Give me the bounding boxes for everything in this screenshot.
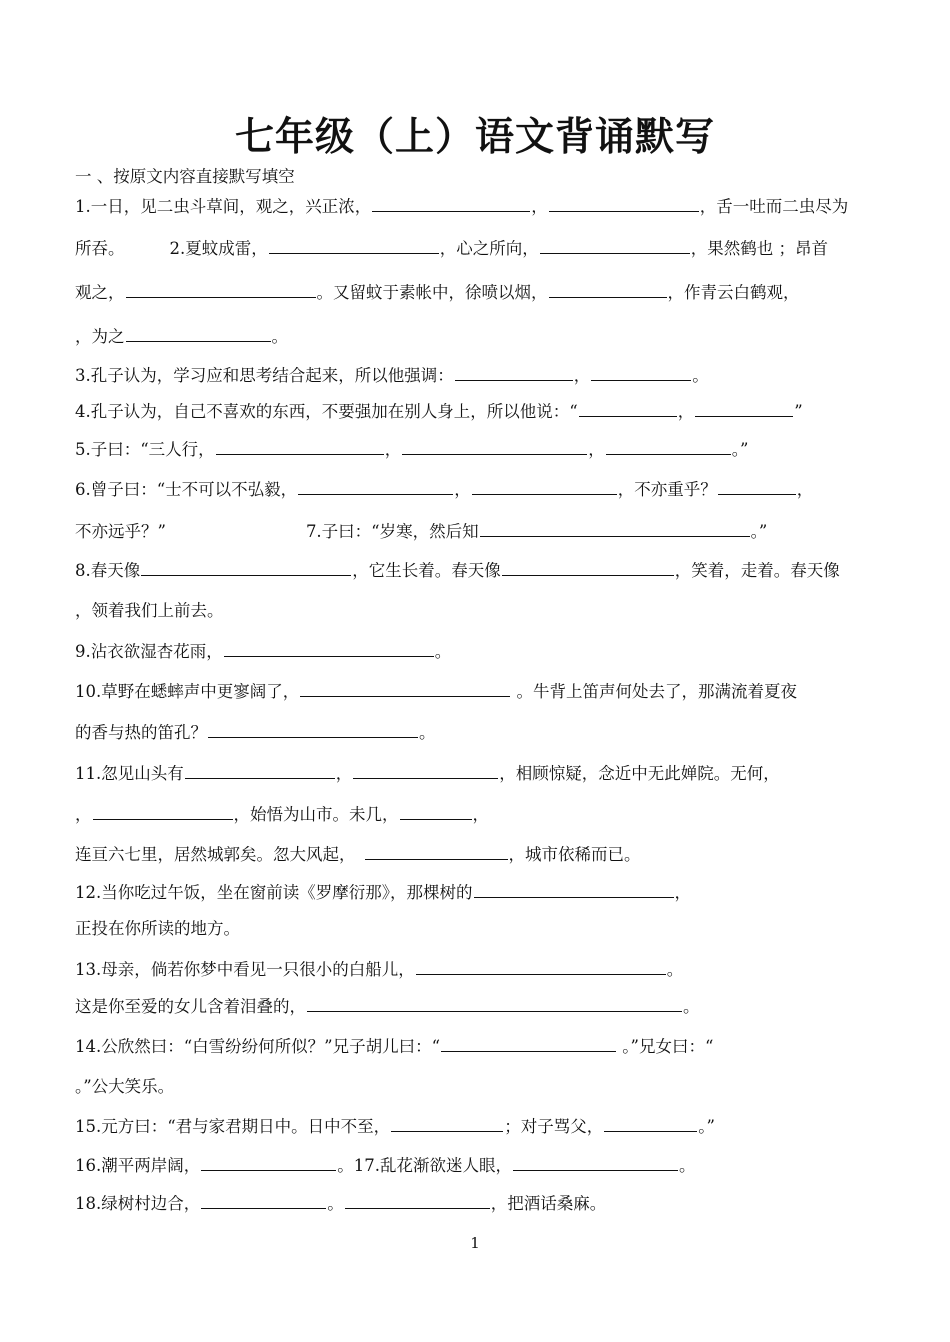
- worksheet-line: [75, 1035, 713, 1058]
- answer-blank[interactable]: [400, 803, 472, 820]
- worksheet-line: [75, 600, 224, 622]
- line-text: 正投在你所读的地方。: [75, 919, 240, 938]
- worksheet-line: [75, 325, 288, 348]
- answer-blank[interactable]: [126, 281, 316, 298]
- line-text: 。又留蚊于素帐中，徐喷以烟，: [316, 283, 548, 302]
- line-text: 所吞。: [75, 239, 125, 258]
- worksheet-line: [75, 166, 295, 188]
- line-text: ，领着我们上前去。: [75, 601, 224, 620]
- line-text: 。: [271, 327, 288, 346]
- worksheet-line: [75, 1154, 696, 1177]
- answer-blank[interactable]: [441, 1035, 616, 1052]
- line-text: 16.潮平两岸阔，: [75, 1156, 201, 1175]
- line-text: 6.曾子曰：“士不可以不弘毅，: [75, 480, 298, 499]
- answer-blank[interactable]: [416, 958, 666, 975]
- line-text: 。: [679, 1156, 696, 1175]
- page-title: 七年级（上）语文背诵默写: [234, 115, 715, 160]
- line-text: 。”兄女曰：“: [617, 1037, 714, 1056]
- line-text: 。: [692, 366, 709, 385]
- worksheet-line: [75, 1115, 715, 1138]
- answer-blank[interactable]: [474, 881, 674, 898]
- line-text: ，城市依稀而已。: [508, 845, 641, 864]
- line-text: 。”: [698, 1117, 715, 1136]
- line-text: 不亦远乎？”: [75, 522, 166, 541]
- line-text: 。: [419, 723, 436, 742]
- line-text: 1.一日，见二虫斗草间，观之，兴正浓，: [75, 197, 372, 216]
- line-text: 。: [666, 960, 684, 979]
- line-text: 2.夏蚊成雷，: [169, 239, 268, 258]
- line-text: ，: [384, 440, 402, 459]
- answer-blank[interactable]: [606, 438, 731, 455]
- line-text: 14.公欣然曰：“白雪纷纷何所似？”兄子胡儿曰：“: [75, 1037, 441, 1056]
- line-text: ，作青云白鹤观，: [667, 283, 800, 302]
- line-text: 15.元方曰：“君与家君期日中。日中不至，: [75, 1117, 391, 1136]
- line-text: ，: [472, 805, 489, 824]
- worksheet-line: [75, 438, 748, 461]
- line-text: 11.忽见山头有: [75, 764, 184, 783]
- line-text: 13.母亲，倘若你梦中看见一只很小的白船儿，: [75, 960, 415, 979]
- line-text: ，果然鹤也 ；昂首: [690, 239, 828, 258]
- line-text: 这是你至爱的女儿含着泪叠的，: [75, 997, 306, 1016]
- answer-blank[interactable]: [93, 803, 233, 820]
- answer-blank[interactable]: [480, 520, 750, 537]
- line-text: 。: [683, 997, 700, 1016]
- answer-blank[interactable]: [345, 1192, 490, 1209]
- line-text: ，: [531, 197, 548, 216]
- worksheet-line: [75, 520, 767, 543]
- worksheet-line: [75, 478, 813, 501]
- line-text: ，: [677, 402, 695, 421]
- worksheet-line: [75, 400, 803, 423]
- answer-blank[interactable]: [549, 195, 699, 212]
- answer-blank[interactable]: [402, 438, 587, 455]
- answer-blank[interactable]: [695, 400, 793, 417]
- line-text: 9.沾衣欲湿杏花雨，: [75, 642, 223, 661]
- worksheet-line: [75, 881, 691, 904]
- worksheet-line: [75, 918, 240, 940]
- worksheet-line: [75, 680, 797, 703]
- answer-blank[interactable]: [141, 559, 351, 576]
- line-text: 18.绿树村边合，: [75, 1194, 201, 1213]
- line-text: ，为之: [75, 327, 125, 346]
- answer-blank[interactable]: [201, 1192, 326, 1209]
- worksheet-line: [75, 195, 848, 218]
- answer-blank[interactable]: [391, 1115, 503, 1132]
- line-text: 。”: [750, 522, 768, 541]
- line-text: ，笑着，走着。春天像: [674, 561, 840, 580]
- worksheet-line: [75, 640, 451, 663]
- worksheet-line: [75, 721, 436, 744]
- answer-blank[interactable]: [513, 1154, 678, 1171]
- line-text: 。: [327, 1194, 344, 1213]
- line-text: 。”公大笑乐。: [75, 1077, 175, 1096]
- line-text: 。17.乱花渐欲迷人眼，: [337, 1156, 512, 1175]
- line-text: ，不亦重乎？: [617, 480, 717, 499]
- answer-blank[interactable]: [353, 762, 498, 779]
- worksheet-line: [75, 958, 683, 981]
- worksheet-line: [75, 995, 700, 1018]
- answer-blank[interactable]: [185, 762, 335, 779]
- line-text: ，把酒话桑麻。: [490, 1194, 607, 1213]
- worksheet-line: [75, 1192, 606, 1215]
- answer-blank[interactable]: [455, 364, 573, 381]
- line-text: 。”: [731, 440, 749, 459]
- answer-blank[interactable]: [216, 438, 384, 455]
- line-text: 5.子曰：“三人行，: [75, 440, 215, 459]
- worksheet-line: [75, 281, 800, 304]
- line-text: 12.当你吃过午饭，坐在窗前读《罗摩衍那》，那棵树的: [75, 883, 473, 902]
- line-text: 观之，: [75, 283, 125, 302]
- answer-blank[interactable]: [472, 478, 617, 495]
- answer-blank[interactable]: [208, 721, 418, 738]
- line-text: 的香与热的笛孔？: [75, 723, 207, 742]
- line-text: ，: [75, 805, 92, 824]
- worksheet-line: [75, 237, 828, 260]
- answer-blank[interactable]: [549, 281, 667, 298]
- line-text: ，: [674, 883, 691, 902]
- line-text: ，: [335, 764, 353, 783]
- line-text: 3.孔子认为，学习应和思考结合起来，所以他强调：: [75, 366, 454, 385]
- worksheet-line: [75, 1076, 174, 1098]
- page-number: 1: [470, 1234, 480, 1252]
- answer-blank[interactable]: [201, 1154, 336, 1171]
- worksheet-line: [75, 364, 709, 387]
- answer-blank[interactable]: [224, 640, 434, 657]
- line-text: 。: [434, 642, 452, 661]
- line-text: ，它生长着。春天像: [352, 561, 501, 580]
- line-text: ，: [573, 366, 591, 385]
- worksheet-line: [75, 559, 840, 582]
- line-text: 连亘六七里，居然城郭矣。忽大风起，: [75, 845, 356, 864]
- line-text: 一 、按原文内容直接默写填空: [75, 167, 295, 186]
- line-text: ，相顾惊疑，念近中无此婵院。无何，: [499, 764, 780, 783]
- line-text: ，始悟为山市。未几，: [233, 805, 399, 824]
- line-text: 7.子曰：“岁寒，然后知: [305, 522, 479, 541]
- answer-blank[interactable]: [365, 843, 508, 860]
- answer-blank[interactable]: [372, 195, 530, 212]
- answer-blank[interactable]: [126, 325, 271, 342]
- line-text: ，: [454, 480, 471, 499]
- answer-blank[interactable]: [269, 237, 439, 254]
- answer-blank[interactable]: [540, 237, 690, 254]
- worksheet-line: [75, 762, 780, 785]
- line-text: 10.草野在蟋蟀声中更寥阔了，: [75, 682, 300, 701]
- line-text: ，: [588, 440, 605, 459]
- answer-blank[interactable]: [502, 559, 674, 576]
- line-text: 4.孔子认为，自己不喜欢的东西，不要强加在别人身上，所以他说：“: [75, 402, 578, 421]
- answer-blank[interactable]: [300, 680, 510, 697]
- line-text: 8.春天像: [75, 561, 141, 580]
- answer-blank[interactable]: [591, 364, 691, 381]
- answer-blank[interactable]: [579, 400, 677, 417]
- line-text: ，舌一吐而二虫尽为: [699, 197, 849, 216]
- line-text: ，: [796, 480, 814, 499]
- line-text: ，心之所向，: [439, 239, 539, 258]
- line-text: ”: [794, 402, 803, 421]
- answer-blank[interactable]: [718, 478, 796, 495]
- line-text: 。牛背上笛声何处去了，那满流着夏夜: [511, 682, 797, 701]
- answer-blank[interactable]: [298, 478, 453, 495]
- answer-blank[interactable]: [307, 995, 682, 1012]
- answer-blank[interactable]: [604, 1115, 697, 1132]
- line-text: ；对子骂父，: [504, 1117, 604, 1136]
- worksheet-line: [75, 843, 641, 866]
- worksheet-line: [75, 803, 489, 826]
